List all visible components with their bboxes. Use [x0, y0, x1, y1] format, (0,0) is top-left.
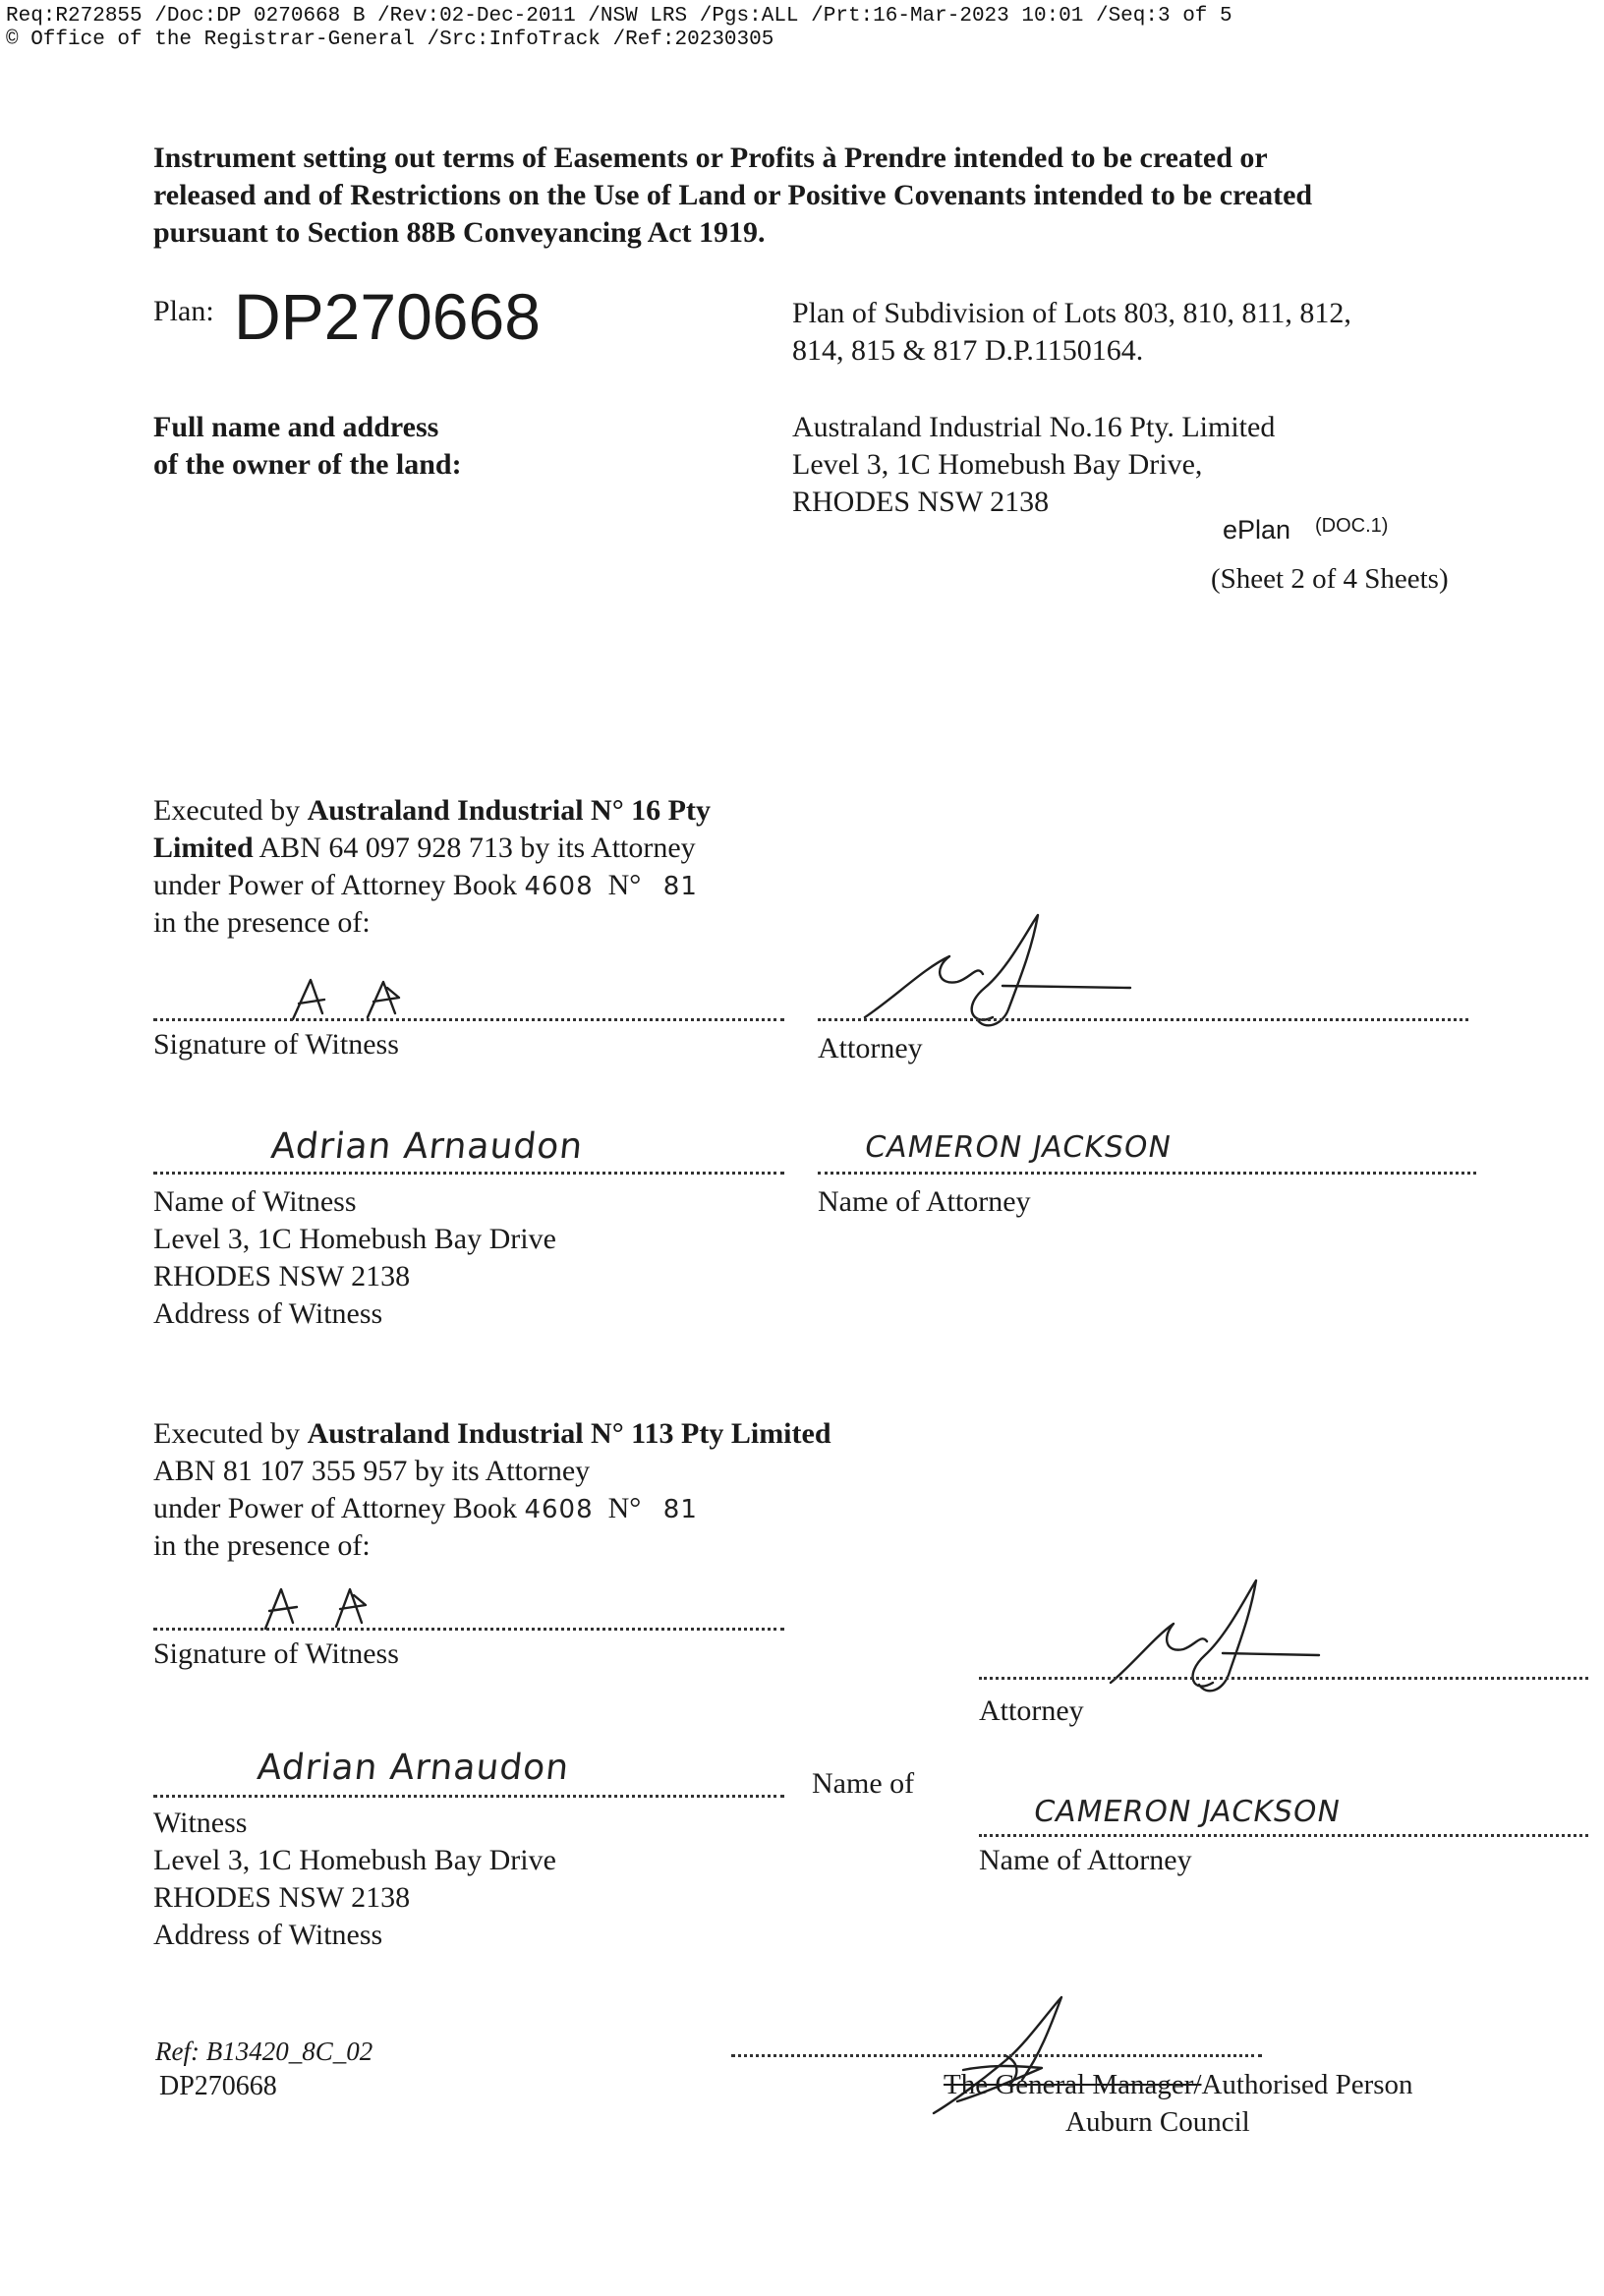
exec1-address-line2: RHODES NSW 2138: [153, 1260, 411, 1292]
footer-reference: Ref: B13420_8C_02: [155, 2037, 373, 2066]
exec2-address-line2: RHODES NSW 2138: [153, 1881, 411, 1914]
exec1-attorney-signature: [855, 909, 1140, 1047]
exec2-witness-name-handwritten: Adrian Arnaudon: [255, 1748, 572, 1788]
exec1-attorney-label: Attorney: [818, 1032, 923, 1064]
council-authorised-person: The General Manager/Authorised Person: [944, 2069, 1413, 2100]
document-header-line2: © Office of the Registrar-General /Src:InfoTrack /Ref:20230305: [6, 29, 774, 51]
footer-plan-number: DP270668: [159, 2071, 277, 2101]
owner-label-line2: of the owner of the land:: [153, 448, 462, 481]
exec2-attorney-signature: [1091, 1573, 1327, 1710]
sheet-number: (Sheet 2 of 4 Sheets): [1211, 563, 1449, 595]
exec1-line3: under Power of Attorney Book 4608 N° 81: [153, 869, 698, 901]
plan-label: Plan:: [153, 295, 214, 327]
plan-description-line2: 814, 815 & 817 D.P.1150164.: [792, 334, 1144, 367]
exec2-witness-name-line: [153, 1795, 784, 1798]
exec2-book-handwritten: 4608: [524, 1495, 594, 1524]
exec1-attorney-name-handwritten: CAMERON JACKSON: [861, 1130, 1174, 1165]
exec2-signature-witness-label: Signature of Witness: [153, 1637, 399, 1670]
exec1-witness-name-line: [153, 1172, 784, 1175]
instrument-title-line2: released and of Restrictions on the Use of Land or Positive Covenants intended to be created: [153, 179, 1313, 211]
exec1-signature-witness-label: Signature of Witness: [153, 1028, 399, 1061]
plan-description-line1: Plan of Subdivision of Lots 803, 810, 811, 812,: [792, 297, 1351, 329]
exec2-witness-label: Witness: [153, 1807, 248, 1839]
exec1-book-handwritten: 4608: [524, 872, 594, 901]
exec2-attorney-signature-line: [979, 1677, 1588, 1680]
exec2-line4: in the presence of:: [153, 1529, 371, 1562]
exec2-line1: Executed by Australand Industrial N° 113 Pty Limited: [153, 1417, 831, 1450]
owner-line2: Level 3, 1C Homebush Bay Drive,: [792, 448, 1203, 481]
exec2-name-of-label: Name of: [812, 1767, 915, 1800]
owner-line3: RHODES NSW 2138: [792, 486, 1050, 518]
owner-line1: Australand Industrial No.16 Pty. Limited: [792, 411, 1276, 443]
struck-general-manager: The General Manager/: [944, 2069, 1202, 2100]
exec1-name-witness-label: Name of Witness: [153, 1185, 357, 1218]
instrument-title-line1: Instrument setting out terms of Easements or Profits à Prendre intended to be created or: [153, 142, 1268, 174]
owner-label-line1: Full name and address: [153, 411, 439, 443]
document-header-line1: Req:R272855 /Doc:DP 0270668 B /Rev:02-Dec-2011 /NSW LRS /Pgs:ALL /Prt:16-Mar-2023 10:01 /Seq:3 of 5: [6, 5, 1232, 28]
exec1-witness-name-handwritten: Adrian Arnaudon: [268, 1126, 586, 1167]
exec1-attorney-name-line: [818, 1172, 1476, 1175]
exec1-address-label: Address of Witness: [153, 1297, 383, 1330]
exec2-address-label: Address of Witness: [153, 1919, 383, 1951]
plan-number: DP270668: [234, 280, 541, 353]
exec2-witness-signature-line: [153, 1628, 784, 1631]
council-name: Auburn Council: [1065, 2106, 1250, 2138]
eplan-doc: (DOC.1): [1315, 515, 1389, 537]
exec1-witness-signature-line: [153, 1018, 784, 1021]
council-signature-line: [731, 2054, 1262, 2057]
exec1-line2: Limited ABN 64 097 928 713 by its Attorney: [153, 832, 696, 864]
exec2-line3: under Power of Attorney Book 4608 N° 81: [153, 1492, 698, 1524]
exec2-name-attorney-label: Name of Attorney: [979, 1844, 1192, 1876]
exec1-attorney-signature-line: [818, 1018, 1468, 1021]
exec2-attorney-name-handwritten: CAMERON JACKSON: [1030, 1795, 1344, 1829]
exec2-line2: ABN 81 107 355 957 by its Attorney: [153, 1455, 591, 1487]
exec1-line1: Executed by Australand Industrial N° 16 Pty: [153, 794, 711, 827]
instrument-title-line3: pursuant to Section 88B Conveyancing Act 1919.: [153, 216, 766, 249]
exec2-address-line1: Level 3, 1C Homebush Bay Drive: [153, 1844, 556, 1876]
exec1-line4: in the presence of:: [153, 906, 371, 939]
eplan-label: ePlan: [1223, 515, 1291, 545]
exec1-no-handwritten: 81: [662, 872, 698, 901]
exec2-no-handwritten: 81: [662, 1495, 698, 1524]
exec2-attorney-label: Attorney: [979, 1694, 1084, 1727]
exec2-attorney-name-line: [979, 1834, 1588, 1837]
exec1-address-line1: Level 3, 1C Homebush Bay Drive: [153, 1223, 556, 1255]
exec1-name-attorney-label: Name of Attorney: [818, 1185, 1031, 1218]
